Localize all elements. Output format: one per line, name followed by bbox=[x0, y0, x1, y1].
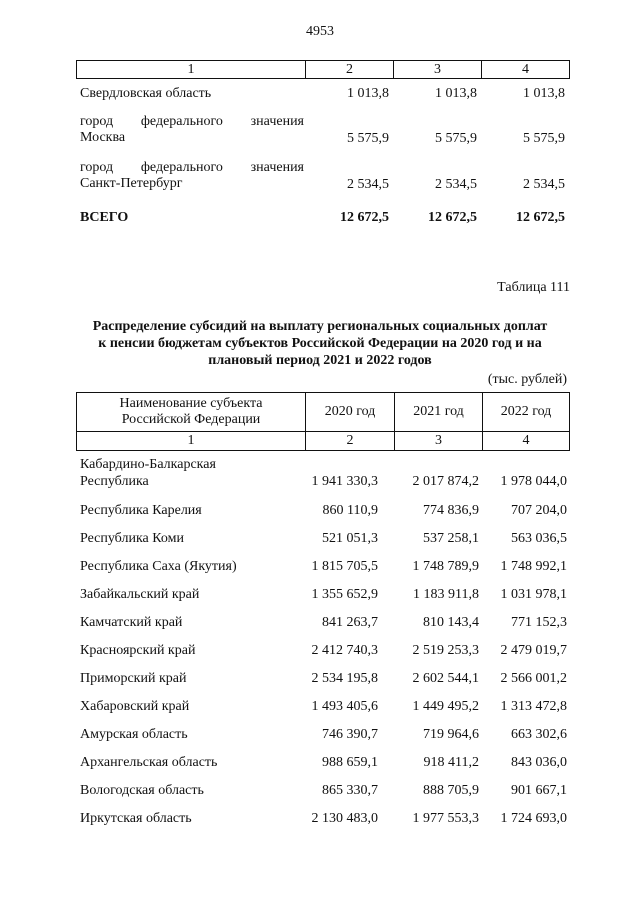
row-name: Республика Саха (Якутия) bbox=[80, 559, 237, 574]
table-row bbox=[76, 502, 570, 519]
page-number: 4953 bbox=[306, 24, 334, 39]
value-2022: 1 031 978,1 bbox=[500, 587, 567, 602]
table-row bbox=[76, 614, 570, 631]
value-2022: 2 479 019,7 bbox=[500, 643, 567, 658]
value-2022: 2 566 001,2 bbox=[500, 671, 567, 686]
header-subject-line1: Наименование субъекта bbox=[119, 396, 263, 411]
num-col-4: 4 bbox=[482, 432, 569, 450]
header-col-3: 3 bbox=[393, 61, 481, 78]
row-name-line2: Республика bbox=[80, 474, 149, 489]
num-col-2: 2 bbox=[305, 432, 394, 450]
row-value-4: 2 534,5 bbox=[523, 177, 565, 192]
value-2021: 2 519 253,3 bbox=[412, 643, 479, 658]
table-row bbox=[76, 586, 570, 603]
header-subject-line2: Российской Федерации bbox=[121, 412, 261, 427]
row-name-line1: город федерального значения bbox=[80, 160, 304, 175]
value-2022: 563 036,5 bbox=[511, 531, 567, 546]
value-2021: 1 183 911,8 bbox=[413, 587, 479, 602]
num-col-3: 3 bbox=[394, 432, 482, 450]
row-name-line2: Москва bbox=[80, 130, 126, 145]
total-value-3: 12 672,5 bbox=[428, 210, 477, 225]
table-row bbox=[76, 698, 570, 715]
row-name: Свердловская область bbox=[80, 86, 212, 101]
row-value-3: 2 534,5 bbox=[435, 177, 477, 192]
value-2021: 1 748 789,9 bbox=[412, 559, 479, 574]
row-name: Амурская область bbox=[80, 727, 188, 742]
row-value-4: 5 575,9 bbox=[523, 131, 565, 146]
value-2020: 746 390,7 bbox=[322, 727, 378, 742]
row-value-2: 5 575,9 bbox=[347, 131, 389, 146]
table-header bbox=[76, 392, 570, 432]
total-value-2: 12 672,5 bbox=[340, 210, 389, 225]
row-value-2: 1 013,8 bbox=[347, 86, 389, 101]
value-2021: 918 411,2 bbox=[423, 755, 479, 770]
table-row bbox=[76, 810, 570, 827]
row-name: Архангельская область bbox=[80, 755, 218, 770]
value-2022: 1 313 472,8 bbox=[500, 699, 567, 714]
row-name-line2: Санкт-Петербург bbox=[80, 176, 183, 191]
table-body bbox=[76, 456, 570, 838]
value-2020: 2 534 195,8 bbox=[311, 671, 378, 686]
value-2021: 774 836,9 bbox=[423, 503, 479, 518]
table-number-row bbox=[76, 431, 570, 451]
value-2021: 1 977 553,3 bbox=[412, 811, 479, 826]
value-2020: 1 355 652,9 bbox=[311, 587, 378, 602]
value-2022: 1 748 992,1 bbox=[500, 559, 567, 574]
table-label: Таблица 111 bbox=[497, 280, 570, 295]
value-2022: 663 302,6 bbox=[511, 727, 567, 742]
table-row bbox=[76, 782, 570, 799]
row-name: Камчатский край bbox=[80, 615, 183, 630]
row-name: Хабаровский край bbox=[80, 699, 190, 714]
value-2020: 1 941 330,3 bbox=[311, 474, 378, 489]
row-value-3: 5 575,9 bbox=[435, 131, 477, 146]
row-value-2: 2 534,5 bbox=[347, 177, 389, 192]
header-2021: 2021 год bbox=[394, 393, 482, 431]
value-2020: 1 815 705,5 bbox=[311, 559, 378, 574]
value-2020: 521 051,3 bbox=[322, 531, 378, 546]
table-row bbox=[76, 726, 570, 743]
row-name: Забайкальский край bbox=[80, 587, 200, 602]
row-name bbox=[80, 456, 306, 490]
units-label: (тыс. рублей) bbox=[487, 372, 567, 387]
table-row bbox=[76, 754, 570, 771]
value-2022: 707 204,0 bbox=[511, 503, 567, 518]
value-2022: 843 036,0 bbox=[511, 755, 567, 770]
table-row bbox=[76, 642, 570, 659]
row-name bbox=[80, 114, 304, 146]
value-2020: 841 263,7 bbox=[322, 615, 378, 630]
row-name: Республика Карелия bbox=[80, 503, 202, 518]
value-2021: 719 964,6 bbox=[423, 727, 479, 742]
table-title-line3: плановый период 2021 и 2022 годов bbox=[208, 353, 432, 368]
header-col-2: 2 bbox=[305, 61, 393, 78]
table-row bbox=[76, 670, 570, 687]
value-2021: 810 143,4 bbox=[423, 615, 479, 630]
table-row bbox=[76, 456, 570, 490]
row-name: Республика Коми bbox=[80, 531, 184, 546]
header-subject-name bbox=[77, 393, 305, 431]
value-2020: 2 412 740,3 bbox=[311, 643, 378, 658]
value-2020: 2 130 483,0 bbox=[311, 811, 378, 826]
continuation-table-header bbox=[76, 60, 570, 79]
table-title bbox=[70, 318, 570, 369]
header-col-1: 1 bbox=[187, 62, 195, 77]
num-col-1: 1 bbox=[187, 433, 195, 448]
table-row bbox=[76, 530, 570, 547]
row-name: Красноярский край bbox=[80, 643, 196, 658]
value-2022: 771 152,3 bbox=[511, 615, 567, 630]
header-col-4: 4 bbox=[481, 61, 569, 78]
header-2022: 2022 год bbox=[482, 393, 569, 431]
value-2020: 1 493 405,6 bbox=[311, 699, 378, 714]
value-2022: 1 978 044,0 bbox=[500, 474, 567, 489]
value-2020: 988 659,1 bbox=[322, 755, 378, 770]
value-2021: 2 017 874,2 bbox=[412, 474, 479, 489]
table-title-line1: Распределение субсидий на выплату региональных социальных доплат bbox=[92, 319, 548, 334]
value-2021: 2 602 544,1 bbox=[412, 671, 479, 686]
row-name: Иркутская область bbox=[80, 811, 192, 826]
value-2021: 1 449 495,2 bbox=[412, 699, 479, 714]
row-name bbox=[80, 160, 304, 192]
table-row bbox=[76, 558, 570, 575]
row-name-line1: Кабардино-Балкарская bbox=[80, 457, 216, 472]
row-name-line1: город федерального значения bbox=[80, 114, 304, 129]
total-label: ВСЕГО bbox=[80, 210, 129, 225]
value-2020: 860 110,9 bbox=[322, 503, 378, 518]
total-value-4: 12 672,5 bbox=[516, 210, 565, 225]
row-value-4: 1 013,8 bbox=[523, 86, 565, 101]
table-title-line2: к пенсии бюджетам субъектов Российской Федерации на 2020 год и на bbox=[98, 336, 542, 351]
row-value-3: 1 013,8 bbox=[435, 86, 477, 101]
row-name: Вологодская область bbox=[80, 783, 204, 798]
value-2022: 901 667,1 bbox=[511, 783, 567, 798]
value-2021: 888 705,9 bbox=[423, 783, 479, 798]
row-name: Приморский край bbox=[80, 671, 187, 686]
value-2021: 537 258,1 bbox=[423, 531, 479, 546]
value-2022: 1 724 693,0 bbox=[500, 811, 567, 826]
value-2020: 865 330,7 bbox=[322, 783, 378, 798]
header-2020: 2020 год bbox=[305, 393, 394, 431]
